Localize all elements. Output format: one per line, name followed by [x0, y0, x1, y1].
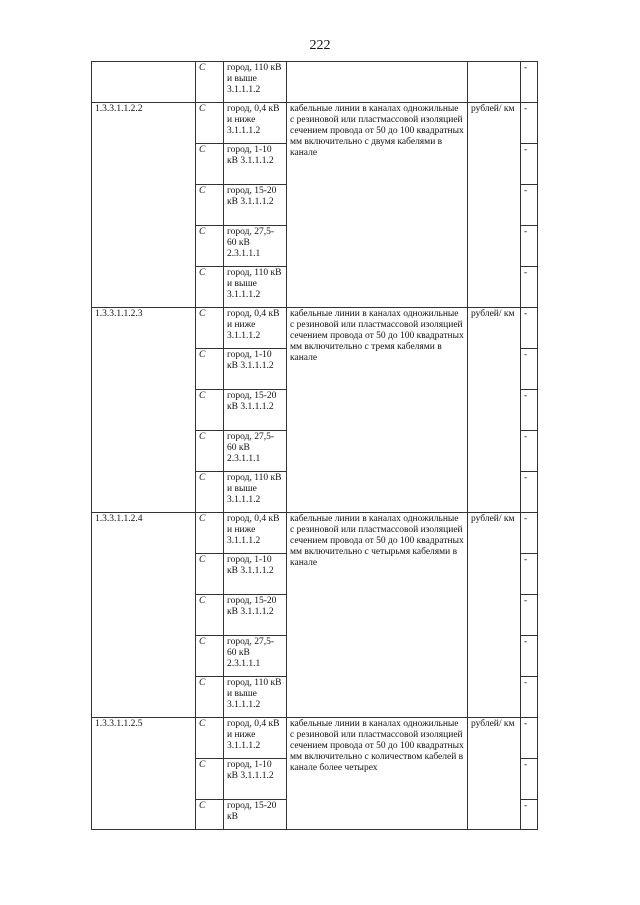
code-cell: 1.3.3.1.1.2.5 — [92, 718, 196, 830]
category-cell: C — [196, 554, 224, 595]
category-cell: C — [196, 595, 224, 636]
area-cell: город, 1-10 кВ 3.1.1.1.2 — [224, 759, 287, 800]
area-cell: город, 0,4 кВ и ниже 3.1.1.1.2 — [224, 103, 287, 144]
area-cell: город, 110 кВ и выше 3.1.1.1.2 — [224, 472, 287, 513]
table-row — [92, 62, 538, 103]
area-cell: город, 110 кВ и выше 3.1.1.1.2 — [224, 267, 287, 308]
value-cell: - — [521, 554, 538, 595]
value-cell: - — [521, 185, 538, 226]
description-cell: кабельные линии в каналах одножильные с резиновой или пластмассовой изоляцией сечением провода от 50 до 100 квадратных мм включительно с количеством кабелей в канале более четырех — [287, 718, 468, 830]
value-cell: - — [521, 308, 538, 349]
value-cell: - — [521, 759, 538, 800]
unit-cell — [468, 62, 521, 103]
value-cell: - — [521, 677, 538, 718]
code-cell — [92, 62, 196, 103]
area-cell: город, 0,4 кВ и ниже 3.1.1.1.2 — [224, 513, 287, 554]
description-cell: кабельные линии в каналах одножильные с резиновой или пластмассовой изоляцией сечением провода от 50 до 100 квадратных мм включительно с тремя кабелями в канале — [287, 308, 468, 513]
category-cell: C — [196, 144, 224, 185]
category-cell: C — [196, 759, 224, 800]
category-cell: C — [196, 226, 224, 267]
area-cell: город, 15-20 кВ — [224, 800, 287, 830]
area-cell: город, 27,5-60 кВ 2.3.1.1.1 — [224, 636, 287, 677]
value-cell: - — [521, 390, 538, 431]
value-cell: - — [521, 103, 538, 144]
unit-cell: рублей/ км — [468, 308, 521, 513]
page-number: 222 — [309, 38, 331, 53]
area-cell: город, 0,4 кВ и ниже 3.1.1.1.2 — [224, 718, 287, 759]
value-cell: - — [521, 718, 538, 759]
area-cell: город, 110 кВ и выше 3.1.1.1.2 — [224, 62, 287, 103]
value-cell: - — [521, 349, 538, 390]
area-cell: город, 1-10 кВ 3.1.1.1.2 — [224, 349, 287, 390]
unit-cell: рублей/ км — [468, 513, 521, 718]
category-cell: C — [196, 513, 224, 554]
code-cell: 1.3.3.1.1.2.3 — [92, 308, 196, 513]
area-cell: город, 15-20 кВ 3.1.1.1.2 — [224, 185, 287, 226]
unit-cell: рублей/ км — [468, 718, 521, 830]
category-cell: C — [196, 472, 224, 513]
table-row — [92, 308, 538, 349]
code-cell: 1.3.3.1.1.2.4 — [92, 513, 196, 718]
category-cell: C — [196, 349, 224, 390]
category-cell: C — [196, 800, 224, 830]
category-cell: C — [196, 636, 224, 677]
area-cell: город, 110 кВ и выше 3.1.1.1.2 — [224, 677, 287, 718]
value-cell: - — [521, 472, 538, 513]
value-cell: - — [521, 144, 538, 185]
value-cell: - — [521, 431, 538, 472]
area-cell: город, 1-10 кВ 3.1.1.1.2 — [224, 554, 287, 595]
description-cell: кабельные линии в каналах одножильные с резиновой или пластмассовой изоляцией сечением провода от 50 до 100 квадратных мм включительно с четырьмя кабелями в канале — [287, 513, 468, 718]
value-cell: - — [521, 595, 538, 636]
category-cell: C — [196, 267, 224, 308]
area-cell: город, 1-10 кВ 3.1.1.1.2 — [224, 144, 287, 185]
description-cell: кабельные линии в каналах одножильные с резиновой или пластмассовой изоляцией сечением провода от 50 до 100 квадратных мм включительно с двумя кабелями в канале — [287, 103, 468, 308]
value-cell: - — [521, 226, 538, 267]
category-cell: C — [196, 431, 224, 472]
area-cell: город, 27,5-60 кВ 2.3.1.1.1 — [224, 431, 287, 472]
table-row — [92, 513, 538, 554]
tariff-table-body — [92, 62, 538, 830]
value-cell: - — [521, 636, 538, 677]
category-cell: C — [196, 677, 224, 718]
value-cell: - — [521, 800, 538, 830]
category-cell: C — [196, 185, 224, 226]
value-cell: - — [521, 267, 538, 308]
category-cell: C — [196, 718, 224, 759]
table-row — [92, 718, 538, 759]
description-cell — [287, 62, 468, 103]
area-cell: город, 15-20 кВ 3.1.1.1.2 — [224, 595, 287, 636]
category-cell: C — [196, 103, 224, 144]
area-cell: город, 0,4 кВ и ниже 3.1.1.1.2 — [224, 308, 287, 349]
category-cell: C — [196, 390, 224, 431]
area-cell: город, 15-20 кВ 3.1.1.1.2 — [224, 390, 287, 431]
unit-cell: рублей/ км — [468, 103, 521, 308]
value-cell: - — [521, 62, 538, 103]
code-cell: 1.3.3.1.1.2.2 — [92, 103, 196, 308]
area-cell: город, 27,5-60 кВ 2.3.1.1.1 — [224, 226, 287, 267]
category-cell: C — [196, 62, 224, 103]
category-cell: C — [196, 308, 224, 349]
table-row — [92, 103, 538, 144]
value-cell: - — [521, 513, 538, 554]
tariff-table — [91, 61, 538, 830]
